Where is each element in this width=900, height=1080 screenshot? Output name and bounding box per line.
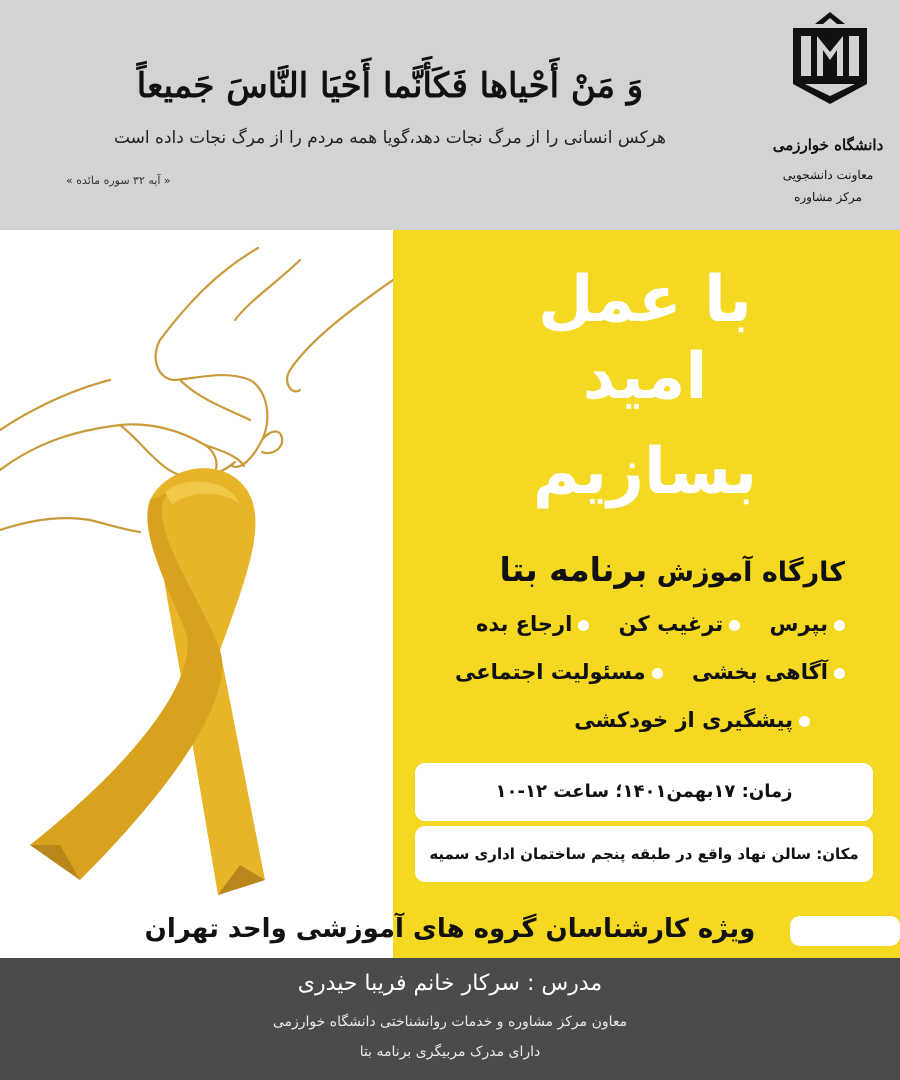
bullet-dot-icon — [578, 620, 589, 631]
audience-text: ویژه کارشناسان گروه های آموزشی واحد تهران — [144, 914, 756, 944]
workshop-title — [420, 550, 845, 589]
workshop-program-name: برنامه بتا — [499, 550, 648, 589]
yellow-ribbon-icon — [30, 468, 265, 895]
audience-pill-left — [0, 916, 106, 946]
bullet-item: ارجاع بده — [476, 612, 589, 636]
university-name: دانشگاه خوارزمی — [772, 136, 884, 154]
university-logo-icon — [785, 10, 875, 106]
verse-reference: « آیه ۳۲ سوره مائده » — [66, 174, 171, 187]
slogan-line-2: امید — [582, 340, 708, 414]
hands-ribbon-illustration — [0, 230, 393, 960]
audience-pill-right — [790, 916, 900, 946]
bullet-item: بپرس — [770, 612, 846, 636]
bullet-dot-icon — [834, 620, 845, 631]
bullet-item: آگاهی بخشی — [692, 660, 845, 684]
slogan-line-1: با عمل — [537, 263, 753, 337]
bullet-row-1 — [420, 612, 845, 636]
footer — [0, 958, 900, 1080]
instructor-name: مدرس : سرکار خانم فریبا حیدری — [297, 971, 603, 996]
bullet-dot-icon — [652, 668, 663, 679]
deputy-label: معاونت دانشجویی — [782, 168, 874, 182]
audience-row — [0, 908, 900, 954]
bullet-dot-icon — [729, 620, 740, 631]
workshop-prefix: کارگاه آموزش — [656, 557, 845, 588]
bullet-item: ترغیب کن — [619, 612, 741, 636]
place-box: مکان: سالن نهاد واقع در طبقه پنجم ساختمان اداری سمیه — [415, 826, 873, 882]
instructor-certificate: دارای مدرک مربیگری برنامه بتا — [359, 1044, 541, 1060]
bullet-dot-icon — [799, 716, 810, 727]
bullet-item: پیشگیری از خودکشی — [574, 708, 810, 732]
verse-translation: هرکس انسانی را از مرگ نجات دهد،گویا همه مردم را از مرگ نجات داده است — [113, 128, 667, 148]
quran-verse: وَ مَنْ أَحْياها فَكَأَنَّما أَحْيَا النَّاسَ جَميعاً — [136, 66, 644, 106]
center-label: مرکز مشاوره — [794, 190, 862, 204]
bullet-dot-icon — [834, 668, 845, 679]
instructor-role: معاون مرکز مشاوره و خدمات روانشناختی دانشگاه خوارزمی — [272, 1014, 628, 1030]
time-box: زمان: ۱۷بهمن۱۴۰۱؛ ساعت ۱۲-۱۰ — [415, 763, 873, 821]
bullet-row-3 — [410, 708, 810, 732]
bullet-item: مسئولیت اجتماعی — [455, 660, 663, 684]
header-banner — [0, 0, 900, 230]
bullet-row-2 — [420, 660, 845, 684]
slogan-line-3: بسازیم — [532, 435, 758, 509]
